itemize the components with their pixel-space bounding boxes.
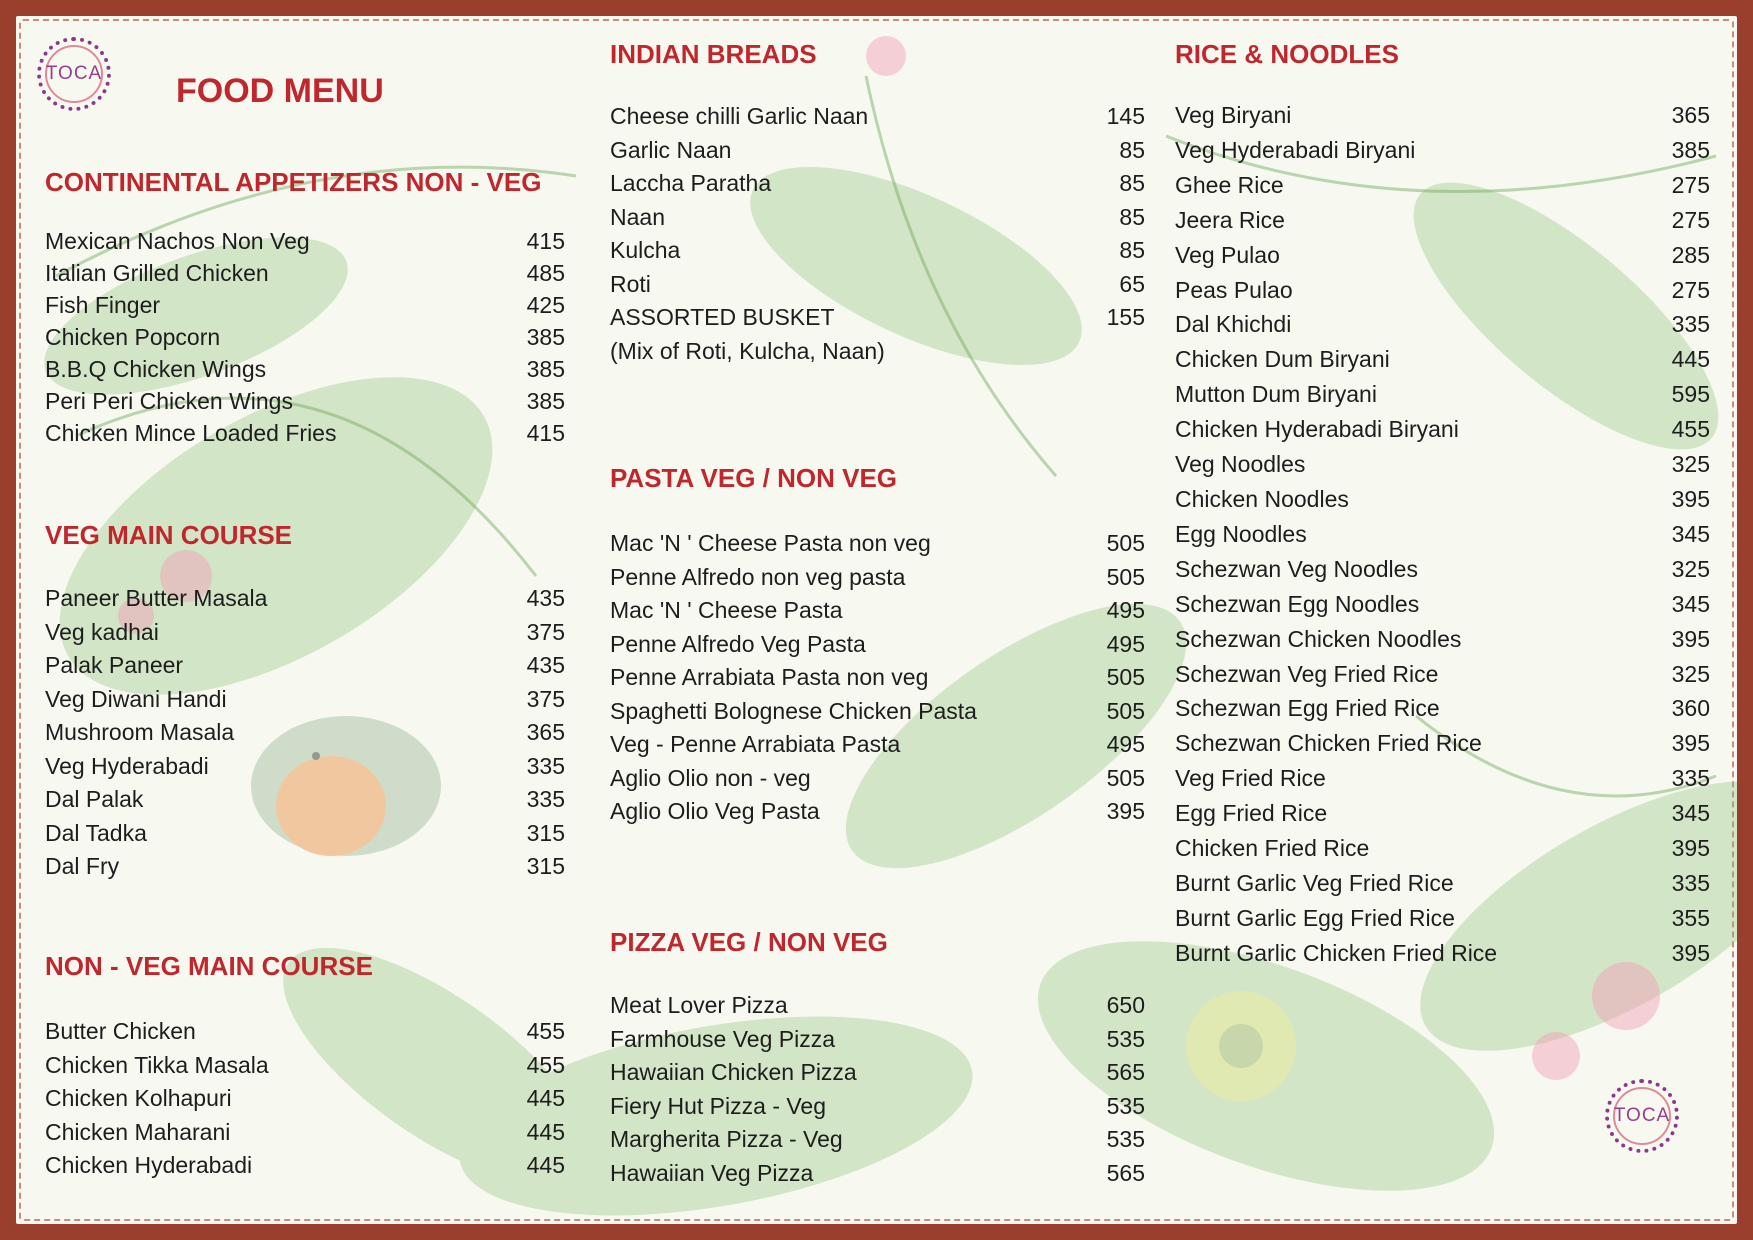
menu-item-name: Dal Khichdi <box>1175 311 1292 338</box>
menu-item <box>45 582 565 616</box>
menu-item <box>610 594 1145 628</box>
menu-item <box>45 385 565 417</box>
menu-item-name: Veg Noodles <box>1175 451 1306 478</box>
menu-item-name: Mutton Dum Biryani <box>1175 381 1377 408</box>
menu-item-name: Schezwan Veg Noodles <box>1175 555 1418 582</box>
menu-item-price: 565 <box>1106 1059 1145 1085</box>
menu-item-name: Veg Hyderabadi Biryani <box>1175 136 1416 163</box>
menu-item-name: Margherita Pizza - Veg <box>610 1126 843 1152</box>
item-list <box>45 1015 565 1183</box>
menu-item-name: Butter Chicken <box>45 1018 196 1044</box>
menu-item-price: 345 <box>1671 590 1710 617</box>
section-title: CONTINENTAL APPETIZERS NON - VEG <box>45 167 542 197</box>
menu-item-price: 495 <box>1106 731 1145 757</box>
section-title: INDIAN BREADS <box>610 39 817 69</box>
menu-item-price: 325 <box>1671 660 1710 687</box>
menu-item-price: 325 <box>1671 555 1710 582</box>
menu-item-price: 365 <box>526 719 565 745</box>
menu-item <box>1175 657 1710 692</box>
section-pasta <box>610 462 1145 829</box>
menu-item-price: 395 <box>1671 835 1710 862</box>
section-veg-main-course <box>45 519 565 884</box>
menu-item <box>45 225 565 257</box>
menu-item-name: Chicken Tikka Masala <box>45 1051 269 1078</box>
menu-item-name: Egg Noodles <box>1175 520 1307 547</box>
menu-item-name: Mexican Nachos Non Veg <box>45 228 310 254</box>
menu-item <box>45 649 565 683</box>
menu-item-name: Chicken Mince Loaded Fries <box>45 420 337 446</box>
menu-item-name: Penne Alfredo Veg Pasta <box>610 630 866 657</box>
menu-item-name: Farmhouse Veg Pizza <box>610 1025 836 1052</box>
menu-item-price: 385 <box>526 356 565 382</box>
menu-item-name: Penne Arrabiata Pasta non veg <box>610 664 929 690</box>
section-title: NON - VEG MAIN COURSE <box>45 951 373 981</box>
menu-item-price: 375 <box>526 618 565 645</box>
menu-item-price: 365 <box>1671 102 1710 128</box>
menu-item-price: 315 <box>526 819 565 846</box>
menu-item-name: Chicken Noodles <box>1175 485 1349 512</box>
menu-item <box>1175 726 1710 761</box>
menu-item-price: 395 <box>1671 939 1710 966</box>
menu-item <box>1175 552 1710 587</box>
menu-item-name: Garlic Naan <box>610 136 732 163</box>
menu-item <box>610 1157 1145 1191</box>
menu-item-name: Hawaiian Chicken Pizza <box>610 1059 857 1085</box>
menu-item-name: Chicken Hyderabadi <box>45 1152 253 1178</box>
menu-item <box>45 750 565 784</box>
item-list <box>45 582 565 884</box>
menu-item <box>610 1023 1145 1057</box>
menu-item-name: Schezwan Chicken Fried Rice <box>1175 730 1482 757</box>
menu-item-price: 335 <box>1671 311 1710 338</box>
menu-page <box>16 16 1737 1224</box>
menu-item-name: Mac 'N ' Cheese Pasta <box>610 597 843 623</box>
menu-item-name: Burnt Garlic Chicken Fried Rice <box>1175 939 1498 966</box>
menu-item-price: 595 <box>1671 381 1710 408</box>
section-title: VEG MAIN COURSE <box>45 520 293 550</box>
menu-item-price: 85 <box>1119 203 1145 230</box>
menu-item-name: Veg - Penne Arrabiata Pasta <box>610 731 901 757</box>
menu-item-name: Laccha Paratha <box>610 170 772 196</box>
menu-item <box>45 417 565 449</box>
menu-item-price: 395 <box>1671 625 1710 652</box>
brand-logo <box>37 37 111 111</box>
menu-item-name: Jeera Rice <box>1175 206 1285 233</box>
item-list <box>610 989 1145 1190</box>
menu-item-name: Veg Diwani Handi <box>45 685 227 712</box>
menu-item <box>610 268 1145 302</box>
menu-item-price: 85 <box>1119 237 1145 263</box>
menu-item-name: Fiery Hut Pizza - Veg <box>610 1092 827 1119</box>
section-indian-breads <box>610 38 1145 368</box>
menu-item-price: 285 <box>1671 241 1710 268</box>
menu-item-name: Schezwan Veg Fried Rice <box>1175 660 1439 687</box>
menu-item-price: 425 <box>526 292 565 318</box>
item-list <box>45 225 565 449</box>
menu-item-name: ASSORTED BUSKET (Mix of Roti, Kulcha, Naan) <box>610 304 885 364</box>
menu-item <box>45 1082 565 1116</box>
menu-item-name: Veg Pulao <box>1175 241 1280 268</box>
menu-item-price: 275 <box>1671 171 1710 198</box>
menu-item <box>1175 447 1710 482</box>
menu-item-price: 505 <box>1106 530 1145 556</box>
menu-item-name: Fish Finger <box>45 292 161 318</box>
menu-item-price: 495 <box>1106 630 1145 657</box>
menu-item-price: 445 <box>526 1085 565 1111</box>
menu-item-name: Schezwan Chicken Noodles <box>1175 625 1462 652</box>
menu-item <box>45 683 565 717</box>
menu-item-name: Dal Palak <box>45 786 144 812</box>
menu-item-name: Chicken Maharani <box>45 1118 231 1145</box>
menu-item <box>1175 377 1710 412</box>
menu-item-price: 335 <box>1671 869 1710 896</box>
menu-item <box>1175 866 1710 901</box>
menu-item-name: Cheese chilli Garlic Naan <box>610 103 869 129</box>
menu-item-name: Chicken Kolhapuri <box>45 1085 232 1111</box>
menu-item-name: Meat Lover Pizza <box>610 992 788 1018</box>
menu-item <box>610 527 1145 561</box>
menu-item-price: 395 <box>1106 798 1145 824</box>
menu-item-price: 345 <box>1671 800 1710 827</box>
menu-item <box>45 817 565 851</box>
menu-item-price: 385 <box>526 324 565 350</box>
section-rice-noodles <box>1175 38 1710 971</box>
menu-item <box>45 1015 565 1049</box>
menu-item-price: 455 <box>526 1051 565 1078</box>
menu-item-price: 415 <box>526 228 565 254</box>
menu-item-price: 455 <box>1671 416 1710 443</box>
menu-item-price: 445 <box>526 1118 565 1145</box>
menu-item-price: 335 <box>526 752 565 779</box>
menu-item-price: 345 <box>1671 520 1710 547</box>
menu-item-price: 145 <box>1106 103 1145 129</box>
section-title: PIZZA VEG / NON VEG <box>610 927 888 957</box>
menu-item-name: Palak Paneer <box>45 652 184 678</box>
menu-item-name: Veg Fried Rice <box>1175 765 1326 792</box>
menu-item <box>1175 796 1710 831</box>
menu-item-price: 375 <box>526 685 565 712</box>
menu-item-name: Peas Pulao <box>1175 276 1293 303</box>
menu-item <box>1175 831 1710 866</box>
menu-item <box>610 301 1145 368</box>
menu-item-price: 395 <box>1671 730 1710 757</box>
menu-item-name: Aglio Olio Veg Pasta <box>610 798 820 824</box>
menu-item-price: 505 <box>1106 764 1145 791</box>
menu-item-price: 275 <box>1671 206 1710 233</box>
menu-item <box>45 1116 565 1150</box>
menu-item-name: Kulcha <box>610 237 681 263</box>
menu-item-name: Dal Fry <box>45 853 120 879</box>
menu-item-price: 535 <box>1106 1126 1145 1152</box>
menu-item-price: 385 <box>1671 136 1710 163</box>
menu-item-price: 275 <box>1671 276 1710 303</box>
menu-item-name: B.B.Q Chicken Wings <box>45 356 267 382</box>
menu-item <box>610 201 1145 235</box>
menu-item-price: 65 <box>1119 270 1145 297</box>
menu-item-price: 565 <box>1106 1159 1145 1186</box>
menu-item <box>1175 168 1710 203</box>
item-list <box>610 527 1145 829</box>
menu-item <box>45 783 565 817</box>
menu-item-price: 495 <box>1106 597 1145 623</box>
menu-item-price: 315 <box>526 853 565 879</box>
menu-item-price: 335 <box>526 786 565 812</box>
menu-item <box>610 728 1145 762</box>
menu-item <box>610 989 1145 1023</box>
menu-item <box>45 321 565 353</box>
item-list <box>1175 98 1710 971</box>
menu-item-price: 535 <box>1106 1092 1145 1119</box>
menu-item <box>1175 133 1710 168</box>
menu-item-name: Dal Tadka <box>45 819 147 846</box>
menu-item <box>1175 98 1710 133</box>
menu-item-price: 325 <box>1671 451 1710 478</box>
menu-item-price: 505 <box>1106 664 1145 690</box>
menu-item <box>1175 587 1710 622</box>
menu-item-name: Naan <box>610 203 665 230</box>
menu-item-name: Penne Alfredo non veg pasta <box>610 563 906 590</box>
menu-item-name: Mushroom Masala <box>45 719 235 745</box>
menu-item-name: Ghee Rice <box>1175 171 1284 198</box>
menu-item-price: 335 <box>1671 765 1710 792</box>
menu-item-price: 435 <box>526 652 565 678</box>
section-title: RICE & NOODLES <box>1175 39 1399 69</box>
menu-item-name: Schezwan Egg Fried Rice <box>1175 695 1440 722</box>
section-pizza <box>610 926 1145 1190</box>
menu-item <box>610 661 1145 695</box>
menu-item <box>1175 273 1710 308</box>
menu-item <box>1175 342 1710 377</box>
menu-item-name: Peri Peri Chicken Wings <box>45 388 293 414</box>
menu-item-name: Italian Grilled Chicken <box>45 260 269 286</box>
menu-item-name: Paneer Butter Masala <box>45 585 268 611</box>
menu-item <box>610 167 1145 201</box>
menu-item-price: 85 <box>1119 170 1145 196</box>
menu-item-price: 485 <box>526 260 565 286</box>
menu-item-price: 445 <box>526 1152 565 1178</box>
menu-item <box>610 628 1145 662</box>
menu-item <box>45 616 565 650</box>
menu-item-price: 535 <box>1106 1025 1145 1052</box>
section-continental-appetizers <box>45 166 565 449</box>
menu-item-price: 435 <box>526 585 565 611</box>
menu-item <box>610 134 1145 168</box>
brand-logo-bottom <box>1605 1079 1679 1153</box>
menu-item-name: Burnt Garlic Veg Fried Rice <box>1175 869 1454 896</box>
menu-item-price: 415 <box>526 420 565 446</box>
menu-item <box>610 1056 1145 1090</box>
menu-item-price: 650 <box>1106 992 1145 1018</box>
menu-item-price: 505 <box>1106 697 1145 724</box>
menu-item-name: Hawaiian Veg Pizza <box>610 1159 814 1186</box>
menu-item <box>610 762 1145 796</box>
menu-item-price: 385 <box>526 388 565 414</box>
menu-item <box>1175 238 1710 273</box>
menu-item <box>610 795 1145 829</box>
menu-item <box>45 1049 565 1083</box>
menu-item <box>610 1090 1145 1124</box>
menu-item-name: Burnt Garlic Egg Fried Rice <box>1175 904 1455 931</box>
menu-title: FOOD MENU <box>176 72 384 110</box>
menu-item <box>1175 622 1710 657</box>
menu-item <box>610 234 1145 268</box>
menu-item-price: 85 <box>1119 136 1145 163</box>
menu-item <box>1175 691 1710 726</box>
menu-item <box>1175 482 1710 517</box>
menu-item-price: 445 <box>1671 346 1710 373</box>
menu-item <box>1175 203 1710 238</box>
menu-item <box>1175 307 1710 342</box>
menu-item-name: Veg Hyderabadi <box>45 752 209 779</box>
menu-item-name: Aglio Olio non - veg <box>610 764 811 791</box>
menu-item <box>610 695 1145 729</box>
menu-item <box>1175 761 1710 796</box>
menu-item <box>1175 936 1710 971</box>
brand-logo-text: TOCA <box>45 63 103 84</box>
menu-item-name: Veg kadhai <box>45 618 159 645</box>
menu-item <box>610 1123 1145 1157</box>
menu-item-price: 360 <box>1671 695 1710 722</box>
section-title: PASTA VEG / NON VEG <box>610 463 898 493</box>
menu-item <box>45 1149 565 1183</box>
menu-item <box>610 100 1145 134</box>
menu-item-name: Roti <box>610 270 651 297</box>
menu-item <box>45 716 565 750</box>
menu-item-name: Spaghetti Bolognese Chicken Pasta <box>610 697 977 724</box>
menu-item-price: 395 <box>1671 485 1710 512</box>
item-list <box>610 100 1145 368</box>
section-nonveg-main-course <box>45 950 565 1183</box>
menu-item <box>45 353 565 385</box>
menu-item-name: Schezwan Egg Noodles <box>1175 590 1420 617</box>
menu-item-name: Chicken Fried Rice <box>1175 835 1370 862</box>
menu-item <box>45 257 565 289</box>
menu-item <box>1175 517 1710 552</box>
menu-item-name: Veg Biryani <box>1175 102 1292 128</box>
menu-item-name: Chicken Dum Biryani <box>1175 346 1390 373</box>
menu-item-price: 455 <box>526 1018 565 1044</box>
menu-item-name: Chicken Hyderabadi Biryani <box>1175 416 1459 443</box>
menu-item <box>1175 412 1710 447</box>
menu-item-price: 355 <box>1671 904 1710 931</box>
brand-logo-bottom-text: TOCA <box>1613 1105 1671 1126</box>
menu-item <box>45 289 565 321</box>
menu-item <box>610 561 1145 595</box>
menu-item-price: 505 <box>1106 563 1145 590</box>
menu-item <box>1175 901 1710 936</box>
menu-item <box>45 850 565 884</box>
menu-item-name: Egg Fried Rice <box>1175 800 1328 827</box>
menu-item-price: 155 <box>1106 304 1145 330</box>
menu-item-name: Mac 'N ' Cheese Pasta non veg <box>610 530 931 556</box>
menu-item-name: Chicken Popcorn <box>45 324 221 350</box>
